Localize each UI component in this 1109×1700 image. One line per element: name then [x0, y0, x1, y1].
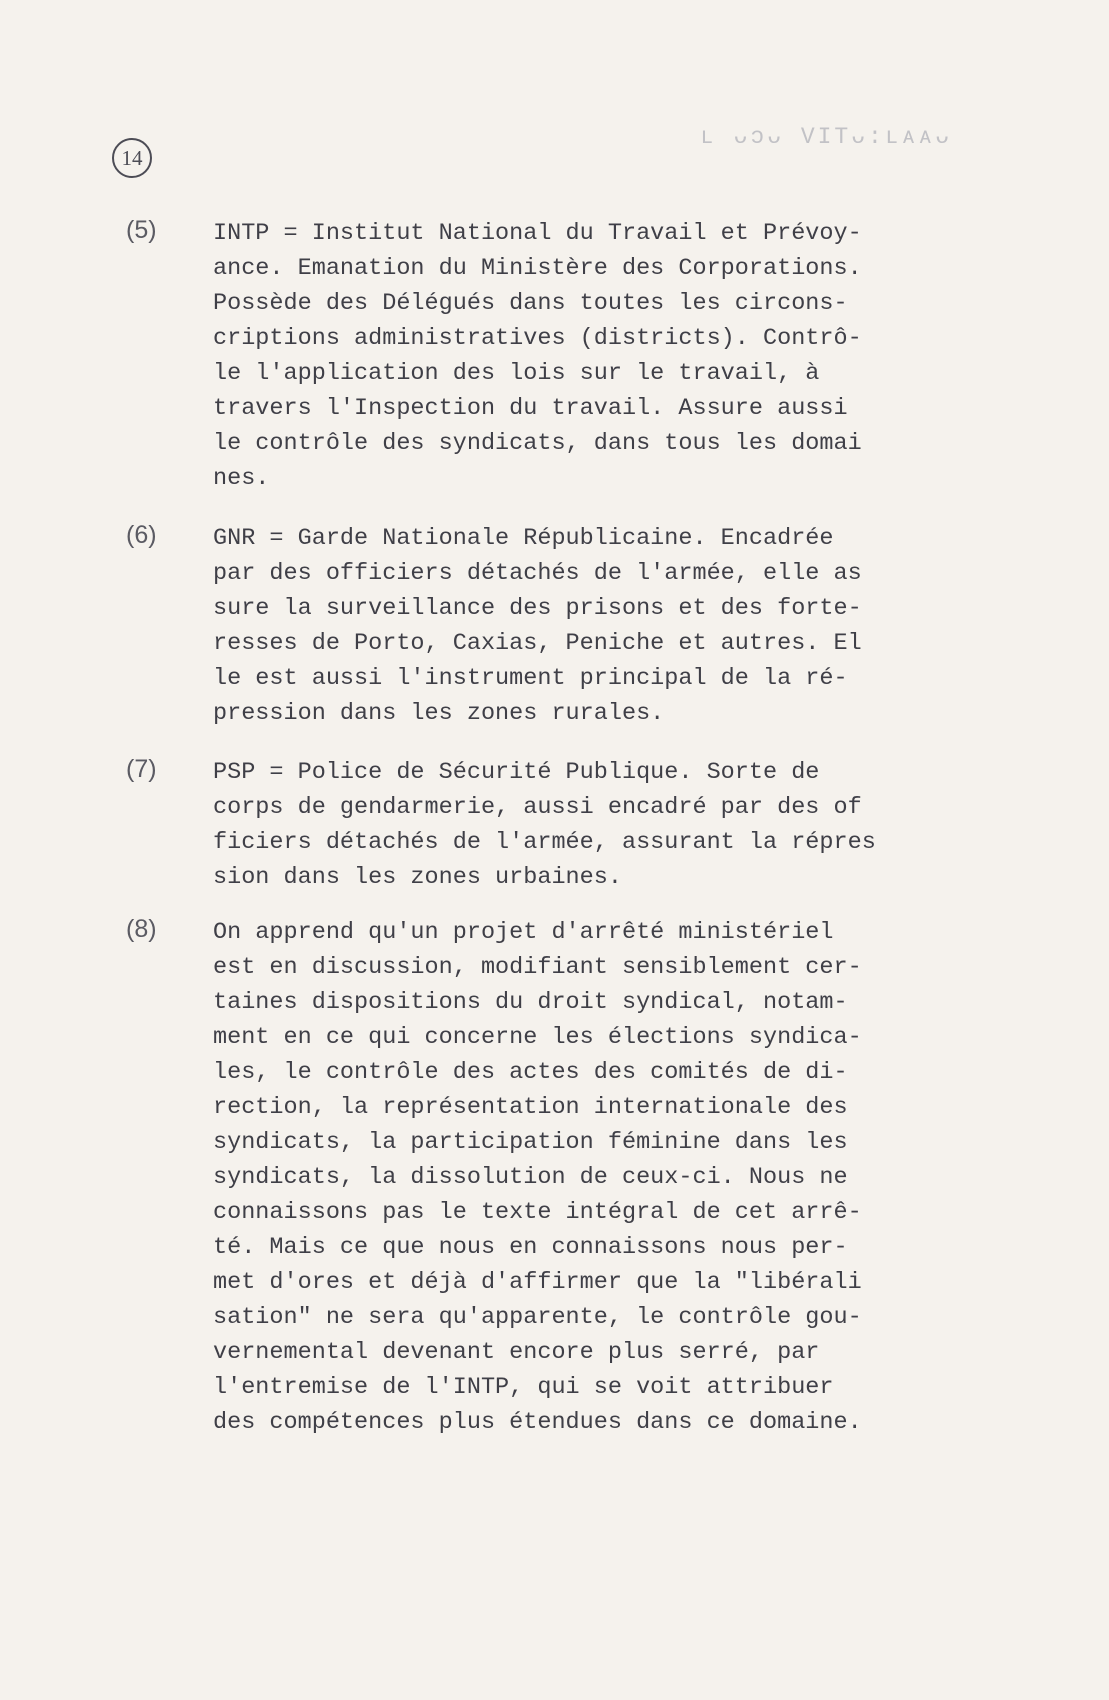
- text-line: ficiers détachés de l'armée, assurant la répres: [213, 829, 876, 856]
- footnote-text: [213, 216, 862, 496]
- text-line: syndicats, la participation féminine dans les: [213, 1129, 848, 1156]
- text-line: INTP = Institut National du Travail et Prévoy-: [213, 220, 862, 247]
- page-number: 14: [112, 138, 152, 178]
- text-line: GNR = Garde Nationale Républicaine. Encadrée: [213, 525, 834, 552]
- text-line: vernemental devenant encore plus serré, par: [213, 1339, 820, 1366]
- text-line: rection, la représentation internationale des: [213, 1094, 848, 1121]
- text-line: té. Mais ce que nous en connaissons nous per-: [213, 1234, 848, 1261]
- footnote-text: [213, 521, 862, 731]
- text-line: le contrôle des syndicats, dans tous les domai: [213, 430, 862, 457]
- footnote-label: (6): [126, 521, 157, 549]
- text-line: met d'ores et déjà d'affirmer que la "libérali: [213, 1269, 862, 1296]
- text-line: le est aussi l'instrument principal de la ré-: [213, 665, 848, 692]
- footnote-text: [213, 755, 876, 895]
- text-line: sation" ne sera qu'apparente, le contrôle gou-: [213, 1304, 862, 1331]
- footnote-label: (7): [126, 755, 157, 783]
- text-line: PSP = Police de Sécurité Publique. Sorte de: [213, 759, 820, 786]
- text-line: On apprend qu'un projet d'arrêté ministériel: [213, 919, 834, 946]
- text-line: pression dans les zones rurales.: [213, 700, 665, 727]
- text-line: sure la surveillance des prisons et des forte-: [213, 595, 862, 622]
- footnote-label: (5): [126, 216, 157, 244]
- text-line: Possède des Délégués dans toutes les circons-: [213, 290, 848, 317]
- text-line: par des officiers détachés de l'armée, elle as: [213, 560, 862, 587]
- text-line: connaissons pas le texte intégral de cet arrê-: [213, 1199, 862, 1226]
- text-line: est en discussion, modifiant sensiblement cer-: [213, 954, 862, 981]
- text-line: nes.: [213, 465, 270, 492]
- text-line: corps de gendarmerie, aussi encadré par des of: [213, 794, 862, 821]
- footnote-text: [213, 915, 862, 1440]
- text-line: criptions administratives (districts). Contrô-: [213, 325, 862, 352]
- text-line: le l'application des lois sur le travail, à: [213, 360, 820, 387]
- footnote-label: (8): [126, 915, 157, 943]
- text-line: les, le contrôle des actes des comités de di-: [213, 1059, 848, 1086]
- text-line: travers l'Inspection du travail. Assure aussi: [213, 395, 848, 422]
- text-line: resses de Porto, Caxias, Peniche et autres. El: [213, 630, 862, 657]
- text-line: ance. Emanation du Ministère des Corporations.: [213, 255, 862, 282]
- text-line: sion dans les zones urbaines.: [213, 864, 622, 891]
- faded-header-stamp: ʟ ᴗɔᴗ VITᴗ:ʟᴀᴀᴗ: [700, 124, 953, 150]
- text-line: syndicats, la dissolution de ceux-ci. Nous ne: [213, 1164, 848, 1191]
- text-line: l'entremise de l'INTP, qui se voit attribuer: [213, 1374, 834, 1401]
- text-line: ment en ce qui concerne les élections syndica-: [213, 1024, 862, 1051]
- text-line: des compétences plus étendues dans ce domaine.: [213, 1409, 862, 1436]
- text-line: taines dispositions du droit syndical, notam-: [213, 989, 848, 1016]
